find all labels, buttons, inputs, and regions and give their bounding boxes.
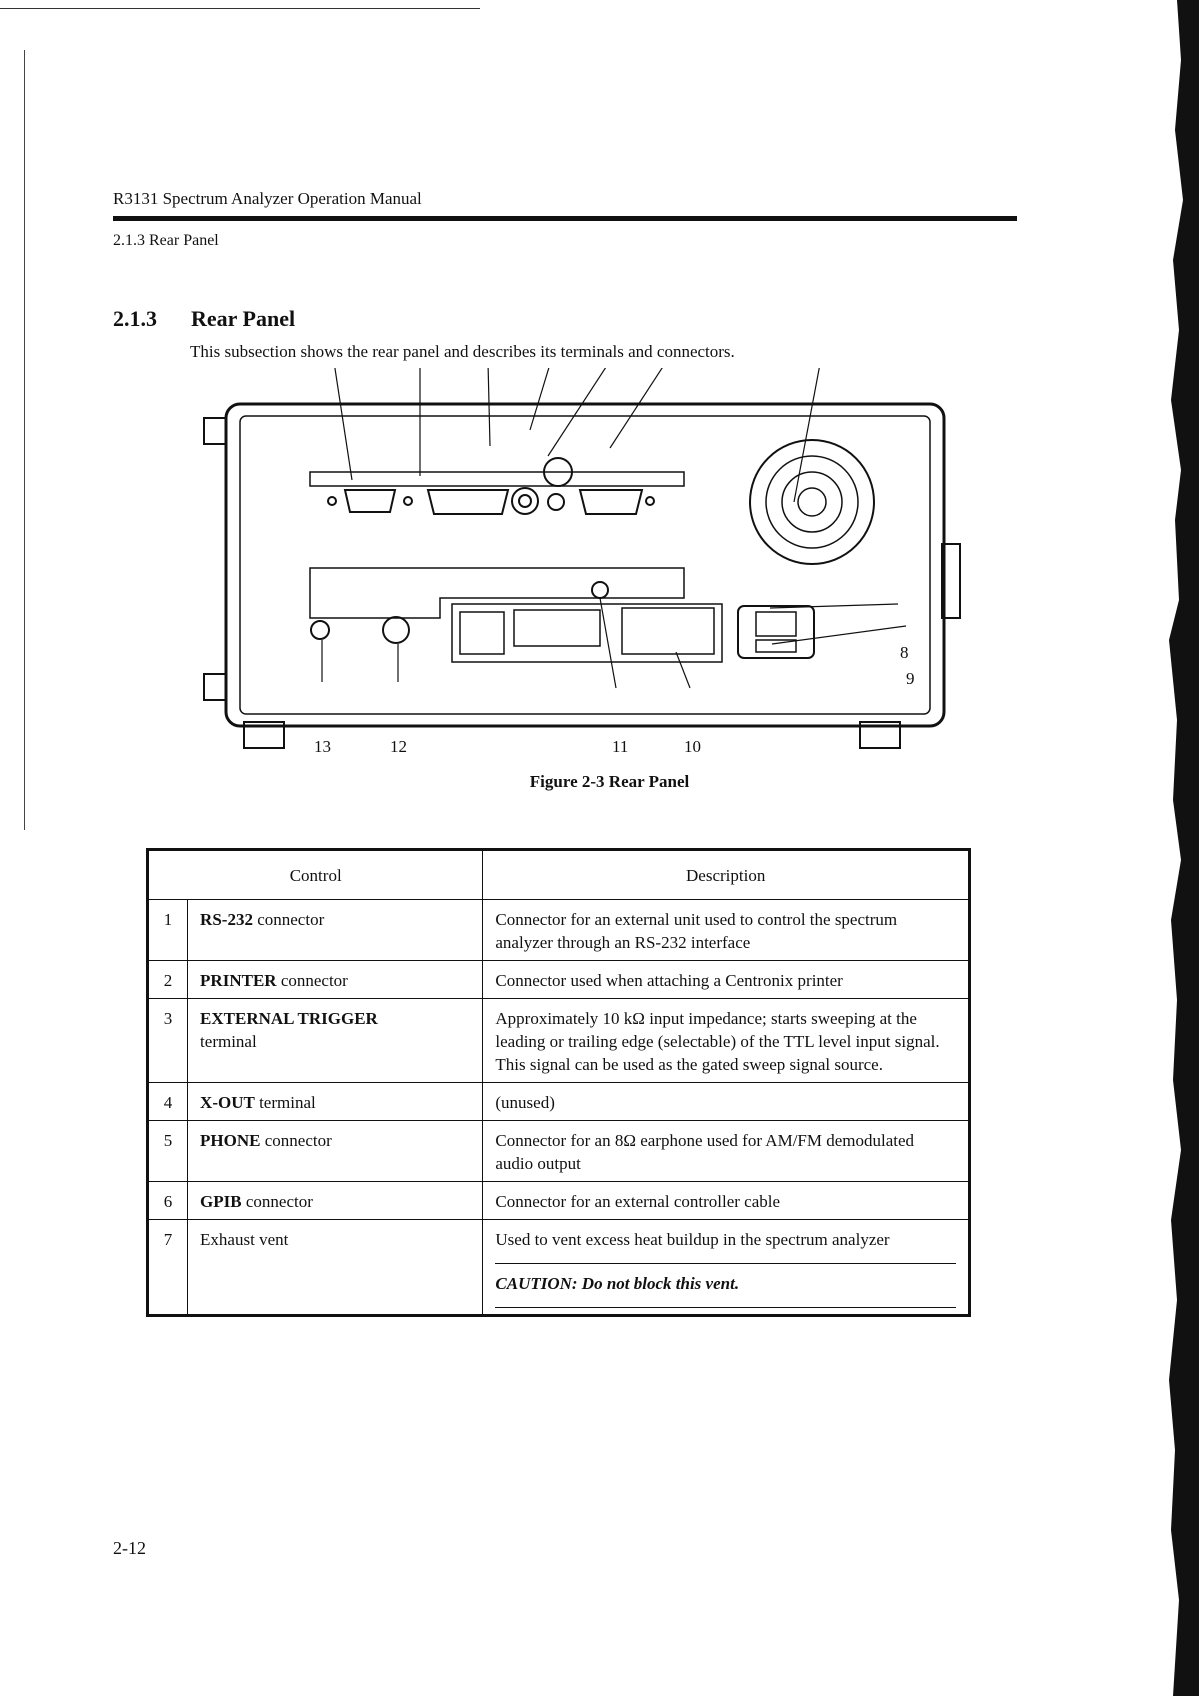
row-number: 5 [148, 1121, 188, 1182]
table-row [148, 1083, 970, 1121]
control-description: Connector for an external unit used to control the spectrum analyzer through an RS-232 interface [483, 900, 970, 961]
scan-border-top [0, 8, 480, 9]
fan-ring [766, 456, 858, 548]
control-name [188, 1220, 483, 1316]
caution-note: CAUTION: Do not block this vent. [495, 1263, 956, 1308]
control-name [188, 900, 483, 961]
running-section: 2.1.3 Rear Panel [113, 232, 219, 249]
table-header-row [148, 850, 970, 900]
row-number: 4 [148, 1083, 188, 1121]
table-row [148, 1182, 970, 1220]
control-description: Connector for an external controller cable [483, 1182, 970, 1220]
control-name-rest: connector [252, 910, 325, 929]
row-number: 6 [148, 1182, 188, 1220]
callout-label: 8 [900, 643, 909, 662]
control-name-bold: PRINTER [200, 971, 277, 990]
callout-label: 9 [906, 669, 915, 688]
figure-caption: Figure 2-3 Rear Panel [529, 772, 690, 791]
section-number: 2.1.3 [113, 306, 157, 331]
label-grid [460, 612, 504, 654]
callout-label: 11 [612, 737, 629, 756]
callout-label: 13 [314, 737, 331, 756]
control-name-bold: X-OUT [200, 1093, 255, 1112]
screw-icon [404, 497, 412, 505]
control-name-rest: connector [260, 1131, 332, 1150]
description-text: Used to vent excess heat buildup in the spectrum analyzer [495, 1230, 890, 1249]
control-description: Connector used when attaching a Centronix printer [483, 961, 970, 999]
control-name-rest: Exhaust vent [200, 1230, 289, 1249]
ac-inlet [738, 606, 814, 658]
ac-socket [756, 612, 796, 636]
fan-ring [782, 472, 842, 532]
control-name-bold: GPIB [200, 1192, 242, 1211]
row-number: 7 [148, 1220, 188, 1316]
torn-page-edge [1159, 0, 1199, 1696]
control-description: Approximately 10 kΩ input impedance; starts sweeping at the leading or trailing edge (selectable) of the TTL level input signal. This signal can be used as the gated sweep signal source. [483, 999, 970, 1083]
left-handle-top [204, 418, 226, 444]
warning-label [514, 610, 600, 646]
control-name-bold: RS-232 [200, 910, 253, 929]
control-description: (unused) [483, 1083, 970, 1121]
terminal-13 [311, 621, 329, 639]
control-name-bold: PHONE [200, 1131, 261, 1150]
table-row [148, 900, 970, 961]
control-name-rest: terminal [254, 1093, 316, 1112]
left-handle-bottom [204, 674, 226, 700]
table-row [148, 1220, 970, 1316]
section-heading [113, 306, 295, 332]
scan-border-left [24, 50, 25, 830]
row-number: 3 [148, 999, 188, 1083]
exhaust-fan-icon [750, 440, 874, 564]
terminal-12 [383, 617, 409, 643]
chassis-inner [240, 416, 930, 714]
ext-trigger-bnc [512, 488, 538, 514]
control-name-rest: connector [276, 971, 348, 990]
control-name-rest: connector [241, 1192, 313, 1211]
control-name-rest: terminal [200, 1032, 257, 1051]
section-title: Rear Panel [191, 306, 296, 331]
phone-jack [548, 494, 564, 510]
lower-cover-plate [310, 568, 684, 618]
table-row [148, 961, 970, 999]
control-name [188, 1182, 483, 1220]
running-title: R3131 Spectrum Analyzer Operation Manual [113, 189, 422, 208]
control-description [483, 1220, 970, 1316]
callout-label: 12 [390, 737, 407, 756]
controls-table [146, 848, 971, 1317]
header-description: Description [483, 850, 970, 900]
header-control: Control [148, 850, 483, 900]
gpib-port-shape [580, 490, 642, 514]
chassis-outline [226, 404, 944, 726]
row-number: 1 [148, 900, 188, 961]
rating-label [622, 608, 714, 654]
table-row [148, 1121, 970, 1182]
lower-bnc [592, 582, 608, 598]
printer-port-shape [428, 490, 508, 514]
control-name [188, 1121, 483, 1182]
control-name [188, 1083, 483, 1121]
header-rule [113, 216, 1017, 221]
section-intro: This subsection shows the rear panel and describes its terminals and connectors. [190, 342, 735, 361]
table-row [148, 999, 970, 1083]
fan-hub [798, 488, 826, 516]
control-name [188, 961, 483, 999]
rear-panel-diagram [200, 368, 1000, 768]
screw-icon [646, 497, 654, 505]
screw-icon [328, 497, 336, 505]
control-description: Connector for an 8Ω earphone used for AM/FM demodulated audio output [483, 1121, 970, 1182]
connector-strip [310, 472, 684, 486]
page-number: 2-12 [113, 1538, 146, 1558]
callout-label: 10 [684, 737, 701, 756]
control-name [188, 999, 483, 1083]
control-name-bold: EXTERNAL TRIGGER [200, 1009, 378, 1028]
rs232-port-shape [345, 490, 395, 512]
row-number: 2 [148, 961, 188, 999]
bnc-center [519, 495, 531, 507]
